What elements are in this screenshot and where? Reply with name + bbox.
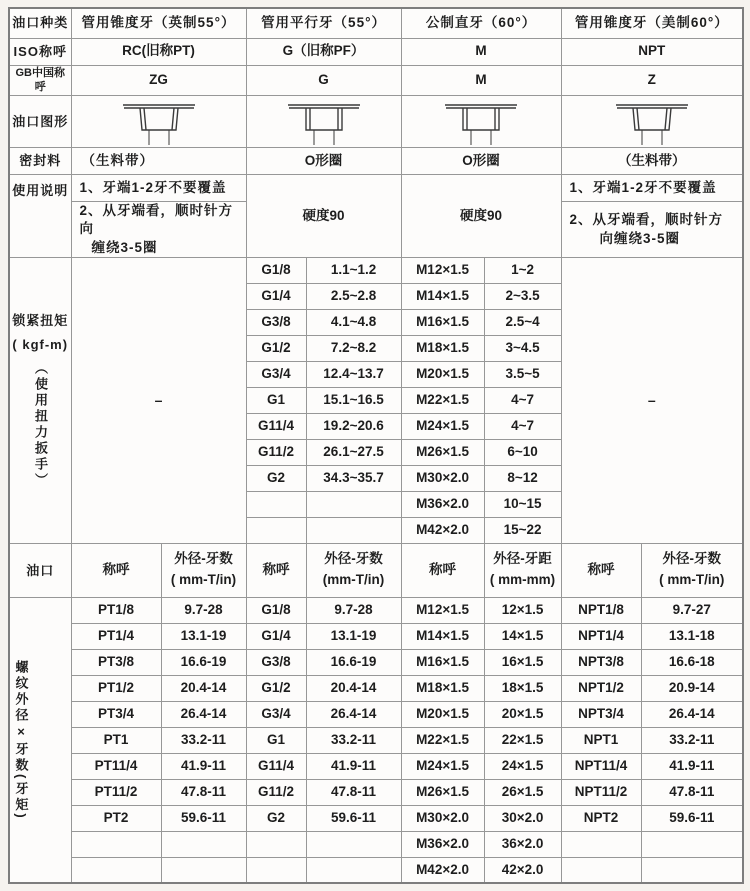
table-row — [9, 175, 743, 202]
size-name-cell: M22×1.5 — [401, 727, 484, 753]
row-label-port-type: 油口种类 — [9, 8, 71, 38]
torque-value-cell: 2~3.5 — [484, 283, 561, 309]
torque-value-cell: 4.1~4.8 — [306, 309, 401, 335]
seal-g: O形圈 — [246, 148, 401, 175]
size-value-cell: 20.4-14 — [306, 675, 401, 701]
port-cross-section-icon — [274, 100, 374, 146]
torque-value-cell: 15~22 — [484, 517, 561, 543]
size-name-cell: NPT1 — [561, 727, 641, 753]
size-value-cell: 47.8-11 — [161, 779, 246, 805]
figure-g-cell — [246, 96, 401, 148]
size-value-cell: 41.9-11 — [306, 753, 401, 779]
size-name-cell: G1/4 — [246, 623, 306, 649]
size-value-cell: 16.6-19 — [161, 649, 246, 675]
torque-value-cell — [306, 517, 401, 543]
size-name-cell: PT1/4 — [71, 623, 161, 649]
size-name-cell: M14×1.5 — [401, 623, 484, 649]
size-value-cell: 16×1.5 — [484, 649, 561, 675]
size-value-cell — [161, 857, 246, 883]
row-label-gb: GB中国称呼 — [9, 65, 71, 96]
size-name-cell: PT1/2 — [71, 675, 161, 701]
header-line: ( mm-T/in) — [170, 572, 237, 588]
size-name-cell: G11/4 — [246, 753, 306, 779]
table-row — [9, 8, 743, 38]
size-header-npt-value — [641, 543, 743, 597]
size-value-cell — [161, 831, 246, 857]
header-line: 外径-牙数 — [324, 551, 383, 567]
port-type-npt: 管用锥度牙（美制60°） — [561, 8, 743, 38]
torque-name-cell: G11/4 — [246, 413, 306, 439]
size-value-cell: 47.8-11 — [306, 779, 401, 805]
torque-name-cell: M18×1.5 — [401, 335, 484, 361]
size-header-name: 称呼 — [561, 543, 641, 597]
table-row — [9, 543, 743, 597]
torque-name-cell: G3/8 — [246, 309, 306, 335]
torque-value-cell: 19.2~20.6 — [306, 413, 401, 439]
torque-name-cell: M24×1.5 — [401, 413, 484, 439]
size-name-cell — [561, 831, 641, 857]
usage-npt-line1: 1、牙端1-2牙不要覆盖 — [561, 175, 743, 202]
torque-value-cell: 2.5~4 — [484, 309, 561, 335]
torque-value-cell: 12.4~13.7 — [306, 361, 401, 387]
header-line: 外径-牙距 — [493, 551, 552, 567]
size-name-cell: G2 — [246, 805, 306, 831]
size-value-cell: 16.6-19 — [306, 649, 401, 675]
torque-value-cell: 1~2 — [484, 257, 561, 283]
size-name-cell — [71, 857, 161, 883]
size-value-cell: 59.6-11 — [306, 805, 401, 831]
size-name-cell: PT3/8 — [71, 649, 161, 675]
usage-g: 硬度90 — [246, 175, 401, 258]
size-value-cell: 42×2.0 — [484, 857, 561, 883]
iso-m: M — [401, 38, 561, 65]
size-name-cell — [246, 831, 306, 857]
torque-value-cell: 4~7 — [484, 387, 561, 413]
header-line: 外径-牙数 — [174, 551, 233, 567]
torque-label-cell — [9, 257, 71, 543]
size-value-cell — [641, 831, 743, 857]
torque-name-cell: G3/4 — [246, 361, 306, 387]
size-value-cell: 20.9-14 — [641, 675, 743, 701]
torque-value-cell: 10~15 — [484, 491, 561, 517]
port-cross-section-icon — [431, 100, 531, 146]
torque-title: 锁紧扭矩 — [12, 312, 69, 328]
size-value-cell: 33.2-11 — [641, 727, 743, 753]
size-name-cell: PT2 — [71, 805, 161, 831]
gb-g: G — [246, 65, 401, 96]
port-type-m: 公制直牙（60°） — [401, 8, 561, 38]
header-line: ( mm-T/in) — [659, 572, 725, 588]
gb-npt: Z — [561, 65, 743, 96]
size-value-cell: 33.2-11 — [161, 727, 246, 753]
size-value-cell: 9.7-27 — [641, 597, 743, 623]
size-value-cell: 41.9-11 — [641, 753, 743, 779]
size-name-cell: PT1 — [71, 727, 161, 753]
row-label-figure: 油口图形 — [9, 96, 71, 148]
usage-text: 向缠绕3-5圈 — [599, 230, 681, 246]
size-name-cell: NPT1/2 — [561, 675, 641, 701]
size-name-cell: M24×1.5 — [401, 753, 484, 779]
torque-value-cell: 7.2~8.2 — [306, 335, 401, 361]
size-name-cell: M42×2.0 — [401, 857, 484, 883]
size-name-cell: G3/8 — [246, 649, 306, 675]
torque-npt-cell: – — [561, 257, 743, 543]
size-header-name: 称呼 — [401, 543, 484, 597]
size-value-cell: 26.4-14 — [161, 701, 246, 727]
torque-value-cell: 26.1~27.5 — [306, 439, 401, 465]
torque-name-cell: M36×2.0 — [401, 491, 484, 517]
table-row — [9, 831, 743, 857]
row-label-seal: 密封料 — [9, 148, 71, 175]
size-name-cell: PT11/4 — [71, 753, 161, 779]
size-name-cell: M12×1.5 — [401, 597, 484, 623]
size-value-cell: 26.4-14 — [306, 701, 401, 727]
size-value-cell: 13.1-19 — [306, 623, 401, 649]
table-row — [9, 779, 743, 805]
size-name-cell: NPT3/8 — [561, 649, 641, 675]
table-row — [9, 857, 743, 883]
torque-value-cell: 2.5~2.8 — [306, 283, 401, 309]
size-header-m-value — [484, 543, 561, 597]
figure-rc-cell — [71, 96, 246, 148]
usage-text: 2、从牙端看，顺时针方 — [569, 212, 724, 228]
size-name-cell: M18×1.5 — [401, 675, 484, 701]
header-line: (mm-T/in) — [322, 572, 385, 588]
size-value-cell: 59.6-11 — [641, 805, 743, 831]
size-value-cell: 20.4-14 — [161, 675, 246, 701]
size-header-g-value — [306, 543, 401, 597]
size-header-port: 油口 — [9, 543, 71, 597]
torque-value-cell: 34.3~35.7 — [306, 465, 401, 491]
size-name-cell — [561, 857, 641, 883]
size-header-name: 称呼 — [71, 543, 161, 597]
size-name-cell: M16×1.5 — [401, 649, 484, 675]
figure-npt-cell — [561, 96, 743, 148]
size-value-cell: 13.1-18 — [641, 623, 743, 649]
seal-npt: （生料带） — [561, 148, 743, 175]
torque-name-cell: G2 — [246, 465, 306, 491]
size-value-cell: 47.8-11 — [641, 779, 743, 805]
torque-name-cell: G1/4 — [246, 283, 306, 309]
seal-rc: （生料带） — [71, 148, 246, 175]
size-value-cell: 59.6-11 — [161, 805, 246, 831]
size-name-cell: M36×2.0 — [401, 831, 484, 857]
header-line: 外径-牙数 — [662, 551, 722, 567]
size-name-cell: PT3/4 — [71, 701, 161, 727]
torque-name-cell: M20×1.5 — [401, 361, 484, 387]
table-row — [9, 65, 743, 96]
iso-rc: RC(旧称PT) — [71, 38, 246, 65]
size-header-pt-value — [161, 543, 246, 597]
torque-name-cell — [246, 517, 306, 543]
size-name-cell: NPT2 — [561, 805, 641, 831]
torque-value-cell: 8~12 — [484, 465, 561, 491]
torque-unit: ( kgf-m) — [12, 337, 69, 353]
size-value-cell: 41.9-11 — [161, 753, 246, 779]
size-value-cell: 24×1.5 — [484, 753, 561, 779]
size-value-cell: 9.7-28 — [161, 597, 246, 623]
table-row — [9, 649, 743, 675]
port-cross-section-icon — [109, 100, 209, 146]
torque-name-cell: M26×1.5 — [401, 439, 484, 465]
size-value-cell: 16.6-18 — [641, 649, 743, 675]
torque-value-cell: 6~10 — [484, 439, 561, 465]
torque-note-vertical: （使用扭力扳手） — [33, 360, 49, 489]
table-row — [9, 753, 743, 779]
table-row — [9, 805, 743, 831]
size-name-cell: NPT1/4 — [561, 623, 641, 649]
thread-spec-table — [8, 7, 744, 884]
torque-value-cell: 1.1~1.2 — [306, 257, 401, 283]
table-row — [9, 38, 743, 65]
size-name-cell: G11/2 — [246, 779, 306, 805]
size-name-cell: NPT11/4 — [561, 753, 641, 779]
usage-rc-line1: 1、牙端1-2牙不要覆盖 — [71, 175, 246, 202]
table-row — [9, 257, 743, 283]
seal-m: O形圈 — [401, 148, 561, 175]
size-name-cell: M20×1.5 — [401, 701, 484, 727]
usage-text: 2、从牙端看，顺时针方向 — [79, 203, 234, 237]
iso-npt: NPT — [561, 38, 743, 65]
size-name-cell: M26×1.5 — [401, 779, 484, 805]
torque-rc-cell: – — [71, 257, 246, 543]
size-value-cell: 26×1.5 — [484, 779, 561, 805]
thread-size-label-cell — [9, 597, 71, 883]
row-label-usage: 使用说明 — [9, 175, 71, 258]
usage-m: 硬度90 — [401, 175, 561, 258]
torque-name-cell: G1 — [246, 387, 306, 413]
usage-npt-line2 — [561, 202, 743, 258]
size-value-cell: 33.2-11 — [306, 727, 401, 753]
usage-text: 缠绕3-5圈 — [91, 239, 158, 255]
table-row — [9, 597, 743, 623]
torque-name-cell: G1/8 — [246, 257, 306, 283]
torque-name-cell: M22×1.5 — [401, 387, 484, 413]
torque-name-cell — [246, 491, 306, 517]
torque-name-cell: M12×1.5 — [401, 257, 484, 283]
size-name-cell: G3/4 — [246, 701, 306, 727]
header-line: ( mm-mm) — [489, 572, 556, 588]
table-row — [9, 727, 743, 753]
size-name-cell: PT1/8 — [71, 597, 161, 623]
size-value-cell — [306, 831, 401, 857]
size-name-cell: NPT1/8 — [561, 597, 641, 623]
size-value-cell — [306, 857, 401, 883]
torque-value-cell — [306, 491, 401, 517]
torque-name-cell: M42×2.0 — [401, 517, 484, 543]
size-name-cell: G1/2 — [246, 675, 306, 701]
usage-rc-line2 — [71, 202, 246, 258]
size-header-name: 称呼 — [246, 543, 306, 597]
size-name-cell: PT11/2 — [71, 779, 161, 805]
gb-rc: ZG — [71, 65, 246, 96]
size-name-cell: NPT11/2 — [561, 779, 641, 805]
torque-name-cell: M16×1.5 — [401, 309, 484, 335]
gb-m: M — [401, 65, 561, 96]
table-row — [9, 148, 743, 175]
size-value-cell: 26.4-14 — [641, 701, 743, 727]
size-name-cell: G1 — [246, 727, 306, 753]
table-row — [9, 675, 743, 701]
size-name-cell: G1/8 — [246, 597, 306, 623]
table-row — [9, 623, 743, 649]
torque-value-cell: 3.5~5 — [484, 361, 561, 387]
size-value-cell: 14×1.5 — [484, 623, 561, 649]
torque-value-cell: 4~7 — [484, 413, 561, 439]
table-row — [9, 701, 743, 727]
table-row — [9, 96, 743, 148]
torque-name-cell: G11/2 — [246, 439, 306, 465]
size-value-cell: 12×1.5 — [484, 597, 561, 623]
port-type-g: 管用平行牙（55°） — [246, 8, 401, 38]
size-value-cell: 22×1.5 — [484, 727, 561, 753]
torque-name-cell: G1/2 — [246, 335, 306, 361]
torque-value-cell: 3~4.5 — [484, 335, 561, 361]
size-name-cell — [246, 857, 306, 883]
torque-value-cell: 15.1~16.5 — [306, 387, 401, 413]
size-value-cell: 9.7-28 — [306, 597, 401, 623]
port-cross-section-icon — [602, 100, 702, 146]
iso-g: G（旧称PF） — [246, 38, 401, 65]
size-value-cell: 30×2.0 — [484, 805, 561, 831]
size-name-cell — [71, 831, 161, 857]
size-value-cell: 18×1.5 — [484, 675, 561, 701]
size-value-cell — [641, 857, 743, 883]
torque-name-cell: M30×2.0 — [401, 465, 484, 491]
size-value-cell: 20×1.5 — [484, 701, 561, 727]
row-label-iso: ISO称呼 — [9, 38, 71, 65]
figure-m-cell — [401, 96, 561, 148]
size-name-cell: M30×2.0 — [401, 805, 484, 831]
size-value-cell: 36×2.0 — [484, 831, 561, 857]
thread-size-label-vertical: 螺纹外径×牙数(牙矩) — [13, 659, 29, 821]
size-value-cell: 13.1-19 — [161, 623, 246, 649]
torque-name-cell: M14×1.5 — [401, 283, 484, 309]
port-type-rc: 管用锥度牙（英制55°） — [71, 8, 246, 38]
size-name-cell: NPT3/4 — [561, 701, 641, 727]
